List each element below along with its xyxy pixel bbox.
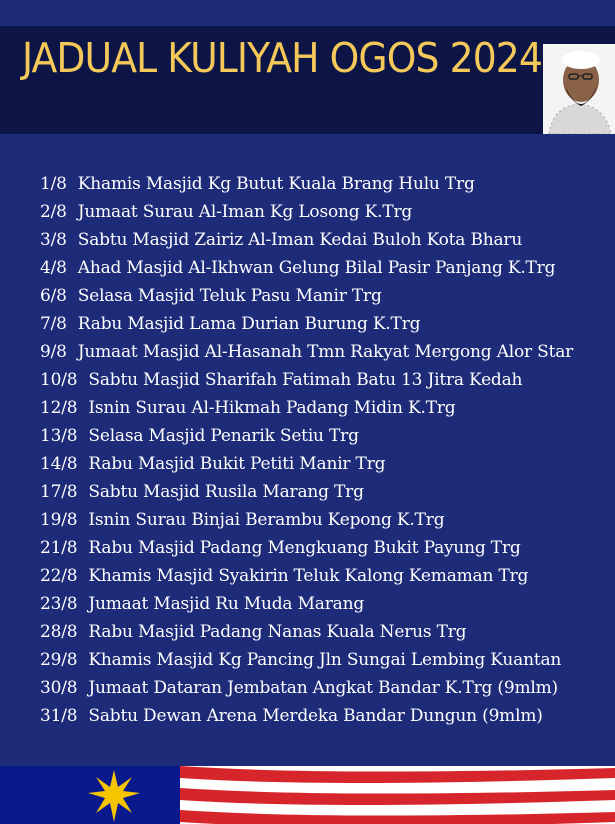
list-item <box>40 254 610 282</box>
list-item <box>40 674 610 702</box>
date-label: 14/8 <box>40 454 78 474</box>
event-text: Jumaat Surau Al-Iman Kg Losong K.Trg <box>77 202 413 222</box>
list-item <box>40 198 610 226</box>
date-label: 2/8 <box>40 202 67 222</box>
list-item <box>40 562 610 590</box>
speaker-portrait <box>543 44 615 134</box>
date-label: 7/8 <box>40 314 67 334</box>
date-label: 23/8 <box>40 594 78 614</box>
event-text: Khamis Masjid Kg Pancing Jln Sungai Lembing Kuantan <box>88 650 562 670</box>
event-text: Sabtu Masjid Sharifah Fatimah Batu 13 Jitra Kedah <box>88 370 523 390</box>
date-label: 12/8 <box>40 398 78 418</box>
page-title: JADUAL KULIYAH OGOS 2024 <box>22 34 542 82</box>
date-label: 3/8 <box>40 230 67 250</box>
date-label: 21/8 <box>40 538 78 558</box>
list-item <box>40 170 610 198</box>
list-item <box>40 590 610 618</box>
event-text: Jumaat Masjid Al-Hasanah Tmn Rakyat Mergong Alor Star <box>77 342 574 362</box>
date-label: 6/8 <box>40 286 67 306</box>
list-item <box>40 310 610 338</box>
list-item <box>40 450 610 478</box>
event-text: Sabtu Masjid Rusila Marang Trg <box>88 482 364 502</box>
event-text: Rabu Masjid Bukit Petiti Manir Trg <box>88 454 386 474</box>
date-label: 4/8 <box>40 258 67 278</box>
list-item <box>40 702 610 730</box>
event-text: Rabu Masjid Lama Durian Burung K.Trg <box>77 314 421 334</box>
event-text: Jumaat Masjid Ru Muda Marang <box>88 594 365 614</box>
date-label: 13/8 <box>40 426 78 446</box>
date-label: 19/8 <box>40 510 78 530</box>
event-text: Sabtu Dewan Arena Merdeka Bandar Dungun (9mlm) <box>88 706 543 726</box>
list-item <box>40 478 610 506</box>
date-label: 22/8 <box>40 566 78 586</box>
list-item <box>40 366 610 394</box>
event-text: Rabu Masjid Padang Nanas Kuala Nerus Trg <box>88 622 467 642</box>
event-text: Khamis Masjid Kg Butut Kuala Brang Hulu Trg <box>77 174 475 194</box>
date-label: 17/8 <box>40 482 78 502</box>
list-item <box>40 646 610 674</box>
event-text: Isnin Surau Binjai Berambu Kepong K.Trg <box>88 510 445 530</box>
event-text: Khamis Masjid Syakirin Teluk Kalong Kemaman Trg <box>88 566 529 586</box>
list-item <box>40 422 610 450</box>
event-text: Ahad Masjid Al-Ikhwan Gelung Bilal Pasir Panjang K.Trg <box>77 258 556 278</box>
date-label: 29/8 <box>40 650 78 670</box>
list-item <box>40 394 610 422</box>
list-item <box>40 506 610 534</box>
date-label: 10/8 <box>40 370 78 390</box>
list-item <box>40 338 610 366</box>
event-text: Rabu Masjid Padang Mengkuang Bukit Payung Trg <box>88 538 521 558</box>
list-item <box>40 226 610 254</box>
event-text: Sabtu Masjid Zairiz Al-Iman Kedai Buloh Kota Bharu <box>77 230 523 250</box>
event-text: Isnin Surau Al-Hikmah Padang Midin K.Trg <box>88 398 456 418</box>
top-strip <box>0 0 615 26</box>
event-text: Selasa Masjid Penarik Setiu Trg <box>88 426 359 446</box>
event-text: Selasa Masjid Teluk Pasu Manir Trg <box>77 286 382 306</box>
date-label: 28/8 <box>40 622 78 642</box>
date-label: 31/8 <box>40 706 78 726</box>
date-label: 30/8 <box>40 678 78 698</box>
date-label: 1/8 <box>40 174 67 194</box>
list-item <box>40 534 610 562</box>
date-label: 9/8 <box>40 342 67 362</box>
event-text: Jumaat Dataran Jembatan Angkat Bandar K.Trg (9mlm) <box>88 678 558 698</box>
list-item <box>40 618 610 646</box>
schedule-list <box>40 170 610 730</box>
malaysia-flag-banner <box>0 766 615 824</box>
list-item <box>40 282 610 310</box>
